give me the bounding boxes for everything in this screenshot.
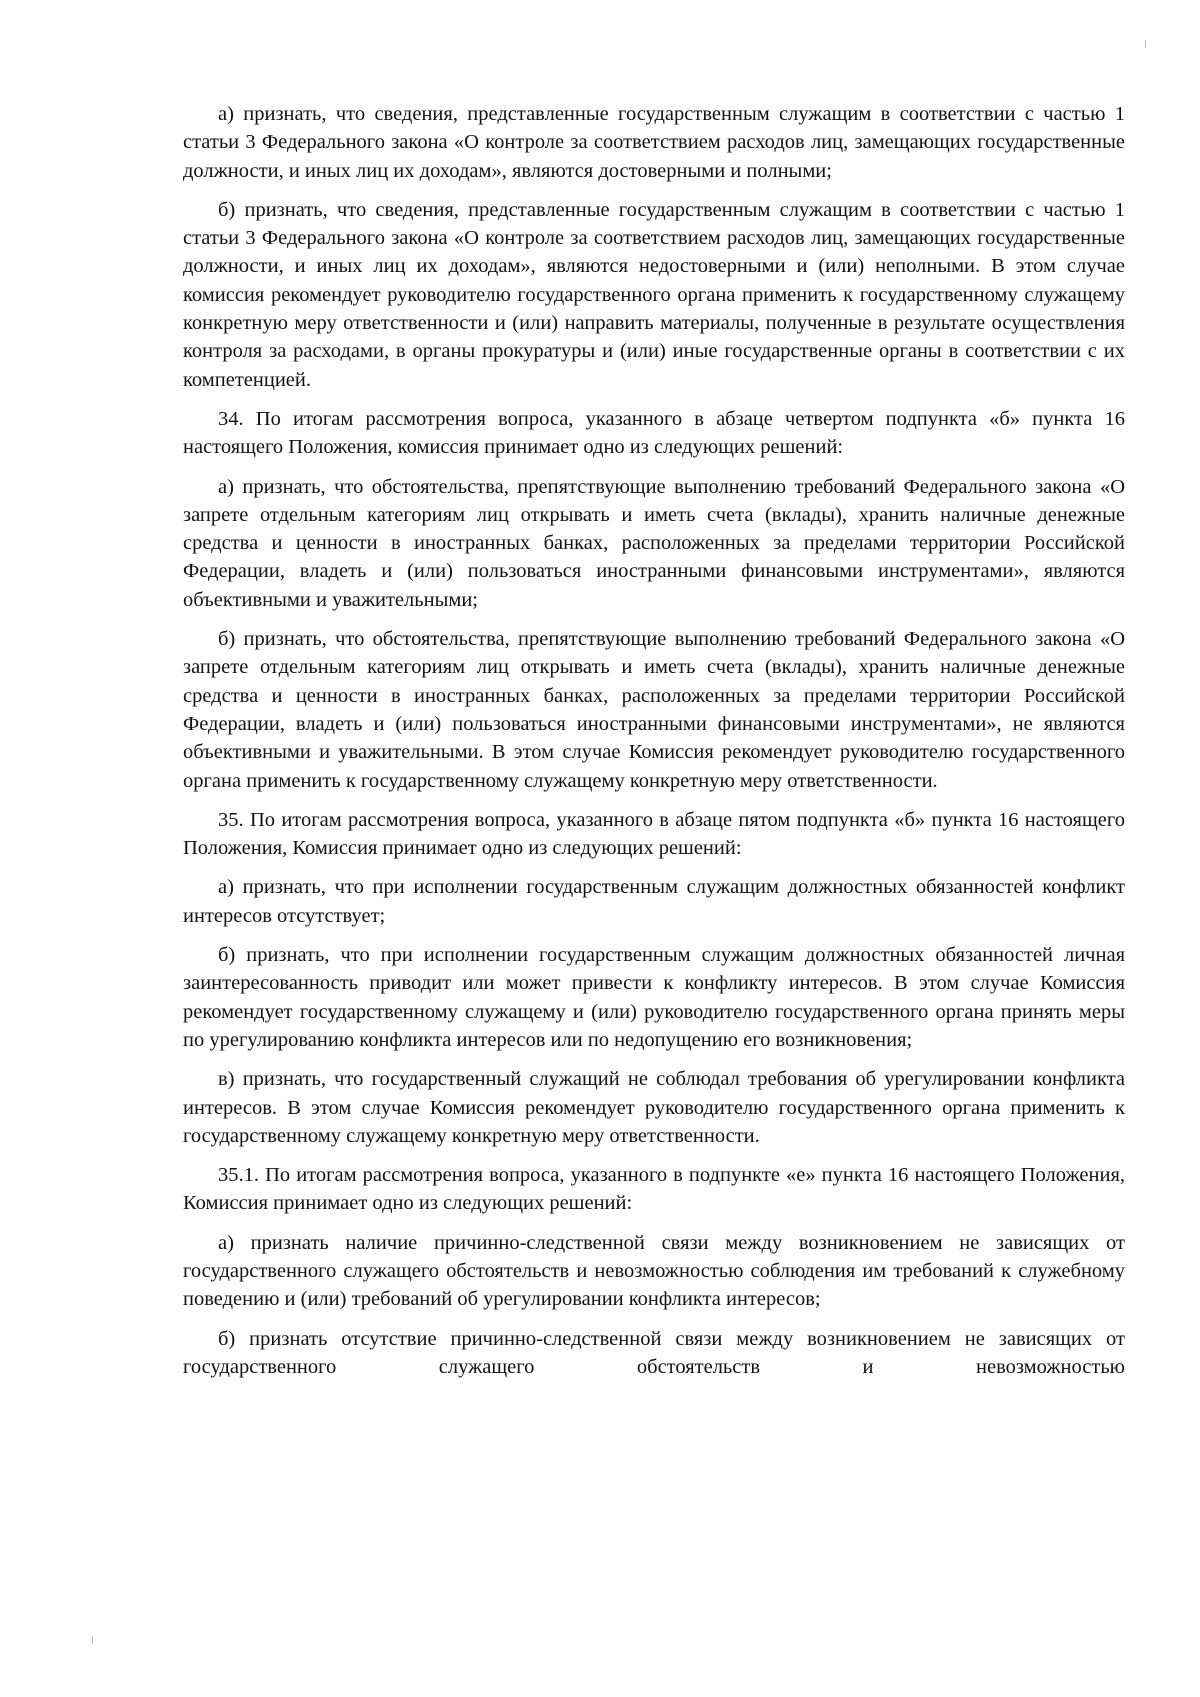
paragraph-a-reliable: а) признать, что сведения, представленные государственным служащим в соответствии с частью 1 статьи 3 Федерального закона «О контроле за соответствием расходов лиц, замещающих государственные должности, и иных лиц их доходам», являются достоверными и полными; <box>183 103 1125 182</box>
paragraph-35-1-a: а) признать наличие причинно-следственной связи между возникновением не зависящих от государственного служащего обстоятельств и невозможностью соблюдения им требований к служебному поведению и (или) требований об урегулировании конфликта интересов; <box>183 1231 1125 1311</box>
paragraph-34-b: б) признать, что обстоятельства, препятствующие выполнению требований Федерального закона «О запрете отдельным категориям лиц открывать и иметь счета (вклады), хранить наличные денежные средства и ценности в иностранных банках, расположенных за пределами территории Российской Федерации, владеть и (или) пользоваться иностранными финансовыми инструментами», не являются объективными и уважительными. В этом случае Комиссия рекомендует руководителю государственного органа применить к государственному служащему конкретную меру ответственности. <box>183 628 1125 792</box>
paragraph-34-a: а) признать, что обстоятельства, препятствующие выполнению требований Федерального закона «О запрете отдельным категориям лиц открывать и иметь счета (вклады), хранить наличные денежные средства и ценности в иностранных банках, расположенных за пределами территории Российской Федерации, владеть и (или) пользоваться иностранными финансовыми инструментами», являются объективными и уважительными; <box>183 475 1125 611</box>
paragraph-35: 35. По итогам рассмотрения вопроса, указанного в абзаце пятом подпункта «б» пункта 16 настоящего Положения, Комиссия принимает одно из следующих решений: <box>183 808 1125 860</box>
paragraph-35-a: а) признать, что при исполнении государственным служащим должностных обязанностей конфликт интересов отсутствует; <box>183 876 1125 927</box>
paragraph-34: 34. По итогам рассмотрения вопроса, указанного в абзаце четвертом подпункта «б» пункта 16 настоящего Положения, комиссия принимает одно из следующих решений: <box>183 407 1125 459</box>
scan-artifact <box>1145 40 1146 48</box>
paragraph-35-b: б) признать, что при исполнении государственным служащим должностных обязанностей личная заинтересованность приводит или может привести к конфликту интересов. В этом случае Комиссия рекомендует государственному служащему и (или) руководителю государственного органа принять меры по урегулированию конфликта интересов или по недопущению его возникновения; <box>183 944 1125 1051</box>
scan-artifact <box>92 1636 93 1644</box>
paragraph-35-v: в) признать, что государственный служащий не соблюдал требования об урегулировании конфликта интересов. В этом случае Комиссия рекомендует руководителю государственного органа применить к государственному служащему конкретную меру ответственности. <box>183 1068 1125 1147</box>
document-body <box>183 100 1125 1392</box>
paragraph-35-1-b: б) признать отсутствие причинно-следственной связи между возникновением не зависящих от государственного служащего обстоятельств и невозможностью <box>183 1327 1125 1378</box>
paragraph-35-1: 35.1. По итогам рассмотрения вопроса, указанного в подпункте «е» пункта 16 настоящего Положения, Комиссия принимает одно из следующих решений: <box>183 1164 1125 1215</box>
paragraph-b-unreliable: б) признать, что сведения, представленные государственным служащим в соответствии с частью 1 статьи 3 Федерального закона «О контроле за соответствием расходов лиц, замещающих государственные должности, и иных лиц их доходам», являются недостоверными и (или) неполными. В этом случае комиссия рекомендует руководителю государственного органа применить к государственному служащему конкретную меру ответственности и (или) направить материалы, полученные в результате осуществления контроля за расходами, в органы прокуратуры и (или) иные государственные органы в соответствии с их компетенцией. <box>183 198 1125 391</box>
